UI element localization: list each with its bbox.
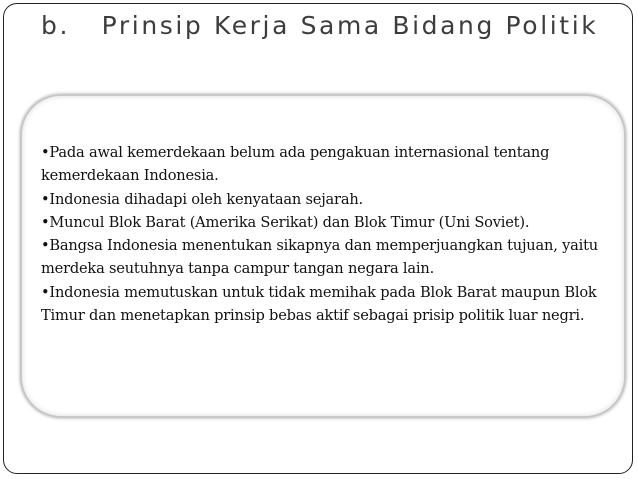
slide-title: b. Prinsip Kerja Sama Bidang Politik <box>41 11 599 40</box>
slide-frame <box>3 3 633 474</box>
bullet-item-5: •Indonesia memutuskan untuk tidak memihak pada Blok Barat maupun Blok Timur dan menetapkan prinsip bebas aktif sebagai prisip politik luar negri. <box>41 283 597 325</box>
bullet-item-1: •Pada awal kemerdekaan belum ada pengakuan internasional tentang kemerdekaan Indonesia. <box>41 144 550 185</box>
bullet-item-4: •Bangsa Indonesia menentukan sikapnya dan memperjuangkan tujuan, yaitu merdeka seutuhnya tanpa campur tangan negara lain. <box>41 237 598 278</box>
bullet-list <box>41 141 611 327</box>
content-box <box>21 95 625 417</box>
bullet-item-3: •Muncul Blok Barat (Amerika Serikat) dan Blok Timur (Uni Soviet). <box>41 213 530 231</box>
bullet-item-2: •Indonesia dihadapi oleh kenyataan sejarah. <box>41 190 363 208</box>
